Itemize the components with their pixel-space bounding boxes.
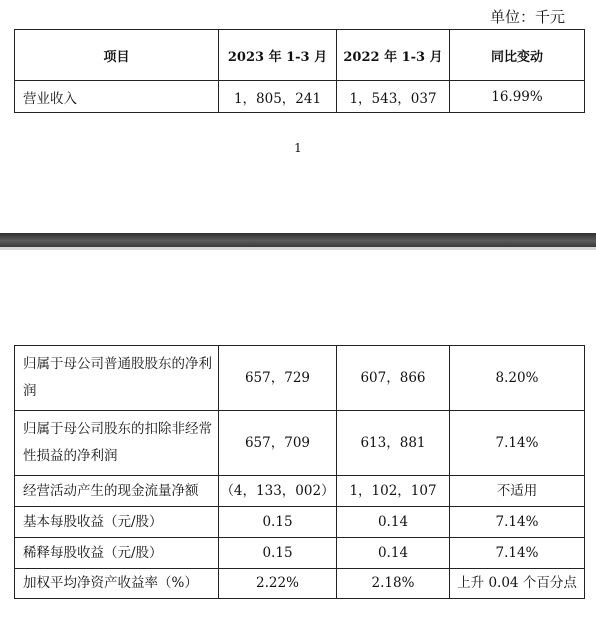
row-label: 稀释每股收益（元/股） xyxy=(15,538,219,569)
cell-2023: 1，805，241 xyxy=(219,81,337,113)
unit-label: 单位：千元 xyxy=(489,8,565,26)
cell-2022: 607，866 xyxy=(337,346,450,411)
row-label: 归属于母公司普通股股东的净利润 xyxy=(15,346,219,411)
table-row xyxy=(15,346,585,411)
page-number: 1 xyxy=(294,141,302,155)
cell-2023: 657，709 xyxy=(219,411,337,476)
table-row xyxy=(15,81,585,113)
header-item: 项目 xyxy=(15,30,219,81)
cell-2023: 0.15 xyxy=(219,507,337,538)
header-yoy-change: 同比变动 xyxy=(450,30,585,81)
row-label: 营业收入 xyxy=(15,81,219,113)
table-row xyxy=(15,411,585,476)
table-row xyxy=(15,538,585,569)
row-label: 归属于母公司股东的扣除非经常性损益的净利润 xyxy=(15,411,219,476)
table-header-row xyxy=(15,30,585,81)
cell-2022: 0.14 xyxy=(337,507,450,538)
page-divider-shadow xyxy=(0,247,596,250)
cell-yoy: 8.20% xyxy=(450,346,585,411)
header-2023: 2023 年 1-3 月 xyxy=(219,30,337,81)
cell-2023: 2.22% xyxy=(219,569,337,599)
header-2022: 2022 年 1-3 月 xyxy=(337,30,450,81)
cell-yoy: 7.14% xyxy=(450,538,585,569)
row-label: 经营活动产生的现金流量净额 xyxy=(15,476,219,507)
revenue-table xyxy=(14,29,585,113)
row-label: 加权平均净资产收益率（%） xyxy=(15,569,219,599)
cell-2022: 613，881 xyxy=(337,411,450,476)
cell-2023: 657，729 xyxy=(219,346,337,411)
cell-2022: 0.14 xyxy=(337,538,450,569)
table-row xyxy=(15,507,585,538)
financials-table xyxy=(14,345,585,599)
cell-2022: 2.18% xyxy=(337,569,450,599)
cell-yoy: 不适用 xyxy=(450,476,585,507)
cell-2023: （4，133，002） xyxy=(219,476,337,507)
page-divider xyxy=(0,233,596,247)
table-row xyxy=(15,569,585,599)
cell-yoy: 上升 0.04 个百分点 xyxy=(450,569,585,599)
row-label: 基本每股收益（元/股） xyxy=(15,507,219,538)
cell-yoy: 7.14% xyxy=(450,507,585,538)
cell-yoy: 16.99% xyxy=(450,81,585,113)
cell-yoy: 7.14% xyxy=(450,411,585,476)
cell-2022: 1，543，037 xyxy=(337,81,450,113)
cell-2023: 0.15 xyxy=(219,538,337,569)
cell-2022: 1，102，107 xyxy=(337,476,450,507)
table-row xyxy=(15,476,585,507)
